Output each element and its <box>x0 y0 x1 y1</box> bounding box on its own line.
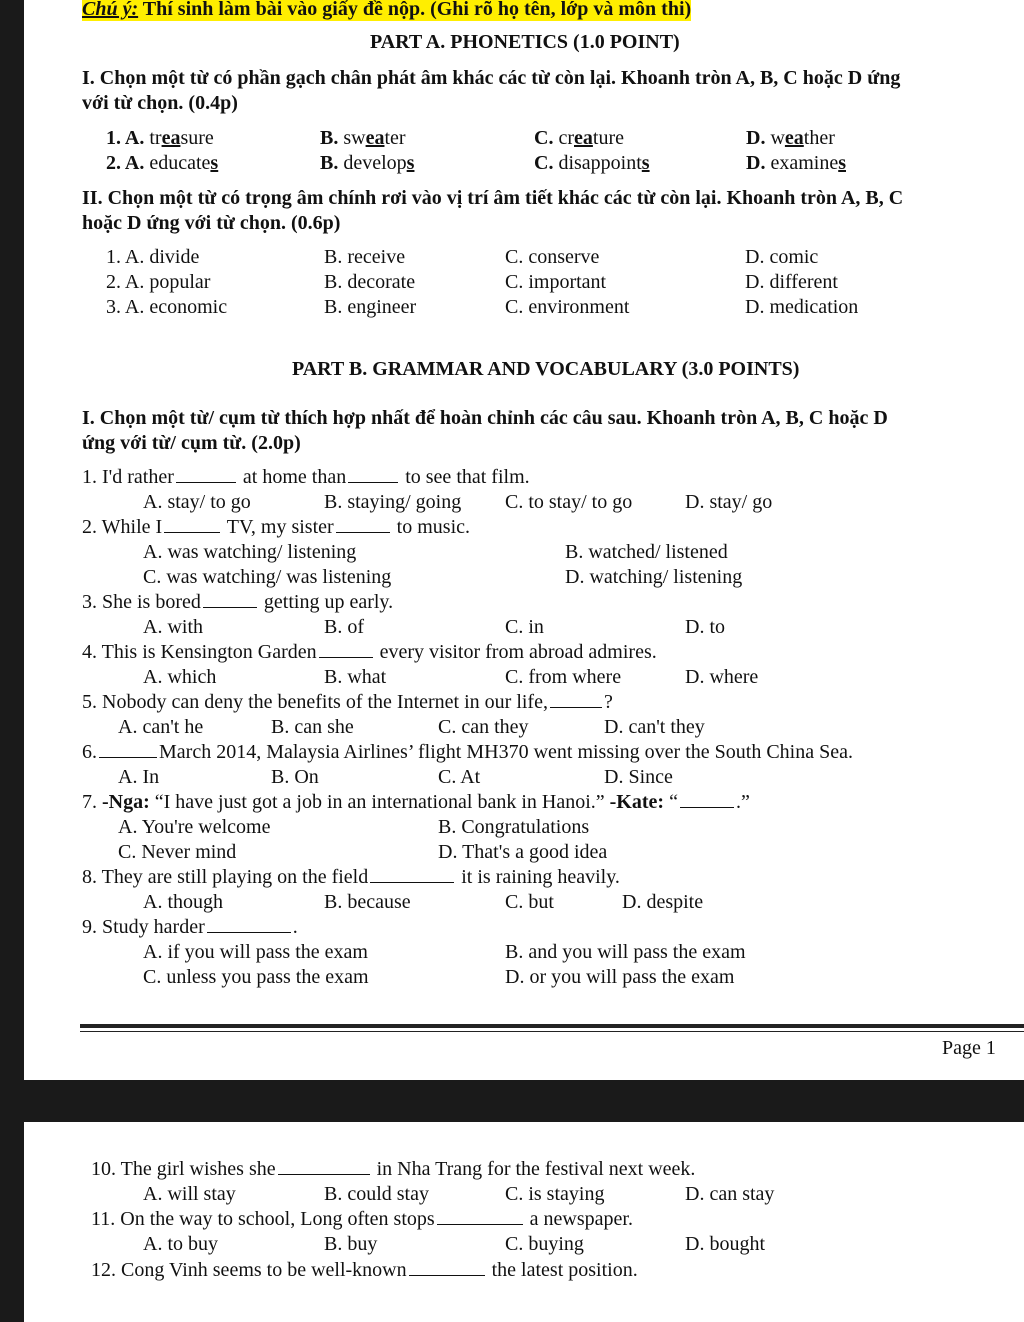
grammar-q2-stem: 2. While I TV, my sister to music. <box>82 516 471 538</box>
grammar-q4-option-a: A. which <box>143 666 217 688</box>
phonetics-q1-option-c: C. creature <box>534 127 624 149</box>
grammar-q5-option-d: D. can't they <box>604 716 705 738</box>
grammar-q4-option-d: D. where <box>685 666 759 688</box>
grammar-q3-option-d: D. to <box>685 616 725 638</box>
grammar-q8-stem: 8. They are still playing on the field it is raining heavily. <box>82 866 620 888</box>
grammar-q10-option-b: B. could stay <box>324 1183 429 1205</box>
part-a-title: PART A. PHONETICS (1.0 POINT) <box>370 31 680 53</box>
grammar-q3-option-a: A. with <box>143 616 203 638</box>
grammar-q4-option-b: B. what <box>324 666 387 688</box>
grammar-q1-option-a: A. stay/ to go <box>143 491 251 513</box>
grammar-q10-option-a: A. will stay <box>143 1183 236 1205</box>
stress-q2-option-a: 2. A. popular <box>106 271 211 293</box>
grammar-q7-option-c: C. Never mind <box>118 841 237 863</box>
part-a-sec2-instruction-line1: II. Chọn một từ có trọng âm chính rơi vào vị trí âm tiết khác các từ còn lại. Khoanh tròn A, B, C <box>82 187 904 209</box>
grammar-q2-option-c: C. was watching/ was listening <box>143 566 392 588</box>
stress-q2-option-d: D. different <box>745 271 838 293</box>
grammar-q9-option-c: C. unless you pass the exam <box>143 966 369 988</box>
grammar-q6-stem: 6. March 2014, Malaysia Airlines’ flight MH370 went missing over the South China Sea. <box>82 741 853 763</box>
grammar-q5-option-a: A. can't he <box>118 716 204 738</box>
grammar-q5-option-c: C. can they <box>438 716 529 738</box>
phonetics-q1-option-d: D. weather <box>746 127 835 149</box>
stress-q3-option-d: D. medication <box>745 296 859 318</box>
grammar-q6-option-a: A. In <box>118 766 160 788</box>
grammar-q3-option-b: B. of <box>324 616 364 638</box>
page-number: Page 1 <box>942 1037 996 1059</box>
stress-q3-option-b: B. engineer <box>324 296 417 318</box>
grammar-q7-option-b: B. Congratulations <box>438 816 590 838</box>
part-a-sec1-instruction-line1: I. Chọn một từ có phần gạch chân phát âm khác các từ còn lại. Khoanh tròn A, B, C hoặc D ứng <box>82 67 901 89</box>
grammar-q8-option-c: C. but <box>505 891 554 913</box>
grammar-q7-stem: 7. -Nga: “I have just got a job in an international bank in Hanoi.” -Kate: “ .” <box>82 791 750 813</box>
footer-rule-thin <box>80 1031 1024 1032</box>
stress-q3-option-c: C. environment <box>505 296 630 318</box>
grammar-q1-stem: 1. I'd rather at home than to see that film. <box>82 466 530 488</box>
footer-rule <box>80 1024 1024 1028</box>
grammar-q10-option-d: D. can stay <box>685 1183 775 1205</box>
grammar-q7-option-a: A. You're welcome <box>118 816 271 838</box>
exam-page-1 <box>24 0 1024 1080</box>
grammar-q10-stem: 10. The girl wishes she in Nha Trang for the festival next week. <box>91 1158 696 1180</box>
note-label: Chú ý: <box>82 0 139 20</box>
phonetics-q1-option-b: B. sweater <box>320 127 406 149</box>
grammar-q9-stem: 9. Study harder . <box>82 916 298 938</box>
stress-q3-option-a: 3. A. economic <box>106 296 228 318</box>
grammar-q8-option-d: D. despite <box>622 891 704 913</box>
note-text: Thí sinh làm bài vào giấy đề nộp. (Ghi rõ họ tên, lớp và môn thi) <box>138 0 692 20</box>
grammar-q4-stem: 4. This is Kensington Garden every visitor from abroad admires. <box>82 641 657 663</box>
part-a-sec2-instruction-line2: hoặc D ứng với từ chọn. (0.6p) <box>82 212 341 234</box>
stress-q1-option-c: C. conserve <box>505 246 600 268</box>
grammar-q9-option-d: D. or you will pass the exam <box>505 966 735 988</box>
grammar-q5-stem: 5. Nobody can deny the benefits of the Internet in our life, ? <box>82 691 613 713</box>
grammar-q9-option-a: A. if you will pass the exam <box>143 941 368 963</box>
grammar-q1-option-c: C. to stay/ to go <box>505 491 633 513</box>
grammar-q6-option-b: B. On <box>271 766 319 788</box>
grammar-q8-option-b: B. because <box>324 891 411 913</box>
stress-q2-option-c: C. important <box>505 271 607 293</box>
grammar-q2-option-d: D. watching/ listening <box>565 566 743 588</box>
phonetics-q2-option-c: C. disappoints <box>534 152 650 174</box>
phonetics-q1-option-a: 1. A. treasure <box>106 127 214 149</box>
grammar-q3-stem: 3. She is bored getting up early. <box>82 591 394 613</box>
grammar-q5-option-b: B. can she <box>271 716 354 738</box>
stress-q1-option-b: B. receive <box>324 246 406 268</box>
grammar-q11-option-c: C. buying <box>505 1233 584 1255</box>
phonetics-q2-option-a: 2. A. educates <box>106 152 219 174</box>
stress-q1-option-d: D. comic <box>745 246 819 268</box>
grammar-q6-option-c: C. At <box>438 766 481 788</box>
grammar-q2-option-b: B. watched/ listened <box>565 541 728 563</box>
grammar-q1-option-d: D. stay/ go <box>685 491 773 513</box>
grammar-q1-option-b: B. staying/ going <box>324 491 462 513</box>
exam-page-2 <box>24 1122 1024 1322</box>
note-line <box>82 0 691 21</box>
grammar-q11-option-d: D. bought <box>685 1233 765 1255</box>
grammar-q2-option-a: A. was watching/ listening <box>143 541 357 563</box>
part-b-sec1-instruction-line2: ứng với từ/ cụm từ. (2.0p) <box>82 432 301 454</box>
stress-q1-option-a: 1. A. divide <box>106 246 200 268</box>
grammar-q11-stem: 11. On the way to school, Long often stops a newspaper. <box>91 1208 633 1230</box>
grammar-q3-option-c: C. in <box>505 616 544 638</box>
grammar-q8-option-a: A. though <box>143 891 223 913</box>
phonetics-q2-option-d: D. examines <box>746 152 846 174</box>
part-b-title: PART B. GRAMMAR AND VOCABULARY (3.0 POINTS) <box>292 358 800 380</box>
grammar-q12-stem: 12. Cong Vinh seems to be well-known the latest position. <box>91 1259 638 1281</box>
grammar-q7-option-d: D. That's a good idea <box>438 841 608 863</box>
phonetics-q2-option-b: B. develops <box>320 152 415 174</box>
grammar-q9-option-b: B. and you will pass the exam <box>505 941 746 963</box>
grammar-q10-option-c: C. is staying <box>505 1183 605 1205</box>
grammar-q6-option-d: D. Since <box>604 766 673 788</box>
grammar-q11-option-b: B. buy <box>324 1233 378 1255</box>
grammar-q11-option-a: A. to buy <box>143 1233 218 1255</box>
part-b-sec1-instruction-line1: I. Chọn một từ/ cụm từ thích hợp nhất để hoàn chỉnh các câu sau. Khoanh tròn A, B, C hoặc D <box>82 407 888 429</box>
grammar-q4-option-c: C. from where <box>505 666 622 688</box>
stress-q2-option-b: B. decorate <box>324 271 416 293</box>
part-a-sec1-instruction-line2: với từ chọn. (0.4p) <box>82 92 238 114</box>
